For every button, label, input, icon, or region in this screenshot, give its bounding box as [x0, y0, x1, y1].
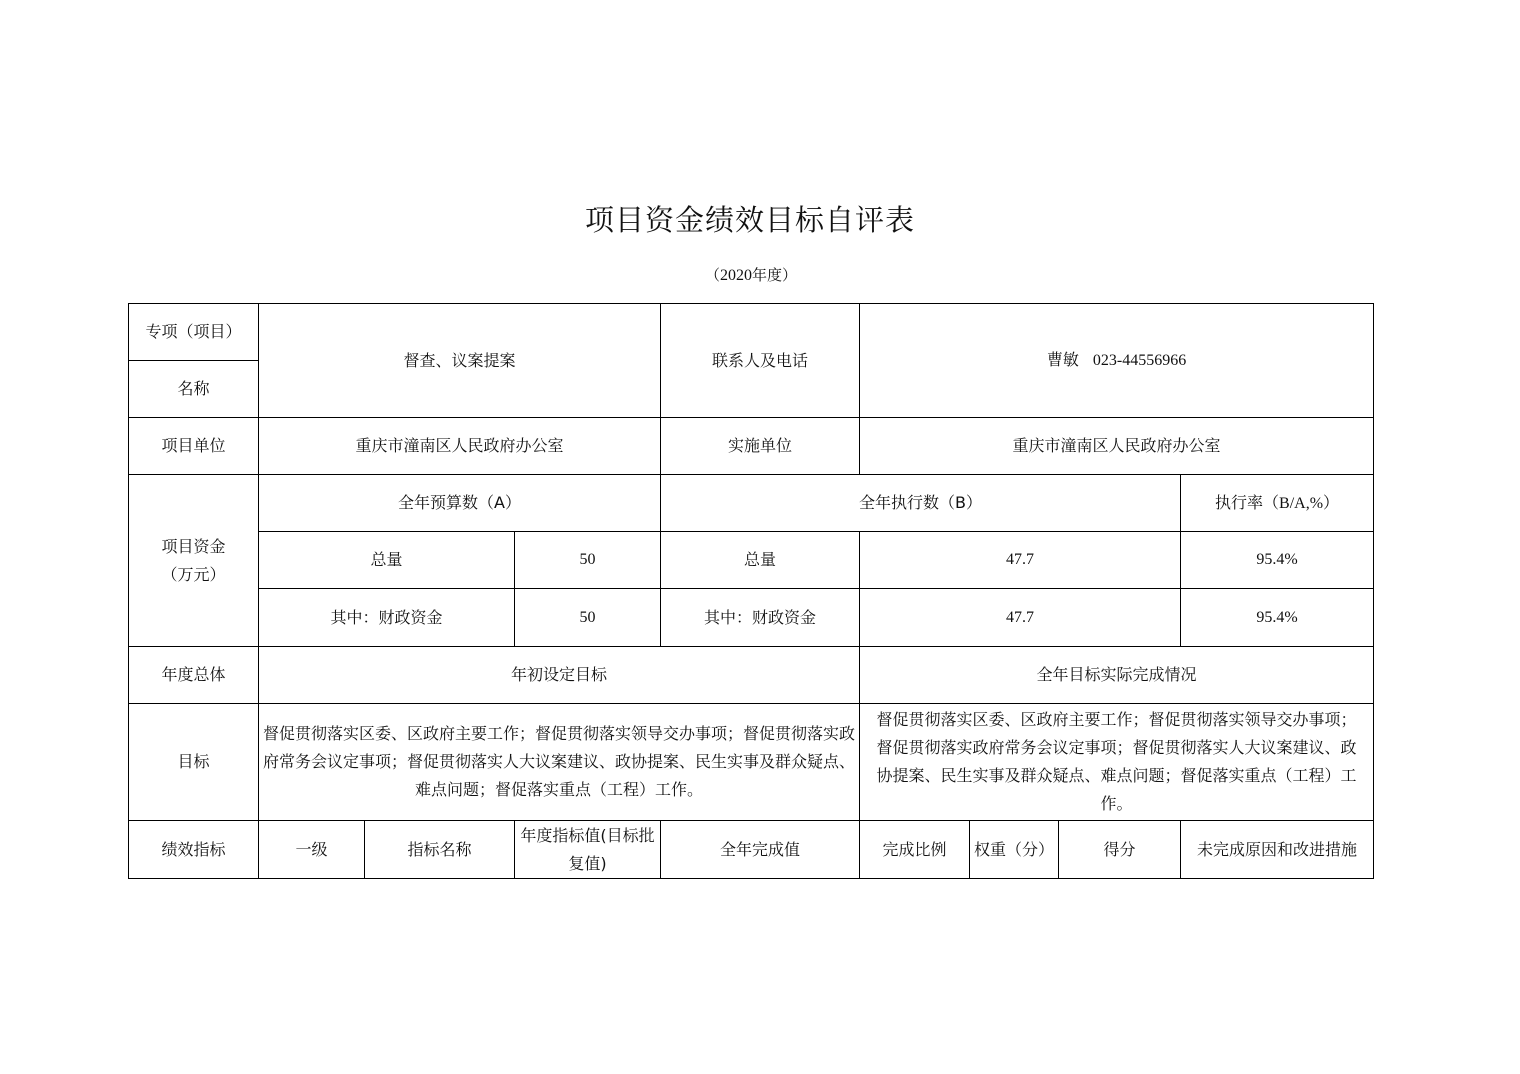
project-name-label-1: 专项（项目） — [129, 304, 259, 361]
fiscal-label: 其中：财政资金 — [259, 589, 515, 647]
weight-header: 权重（分） — [970, 821, 1059, 879]
fiscal-executed: 47.7 — [860, 589, 1181, 647]
rate-header-formula: B/A,% — [1279, 494, 1324, 512]
project-unit-label: 项目单位 — [129, 418, 259, 475]
indicator-name-header: 指标名称 — [365, 821, 515, 879]
year-open: （ — [704, 266, 720, 284]
fiscal-budget: 50 — [515, 589, 661, 647]
executed-header: 全年执行数（B） — [661, 475, 1181, 532]
annual-label: 年度总体 — [129, 647, 259, 704]
project-name-label-2: 名称 — [129, 361, 259, 418]
rate-header-close: ） — [1323, 492, 1340, 512]
impl-unit-label: 实施单位 — [661, 418, 860, 475]
funds-label-1: 项目资金 — [161, 536, 226, 556]
full-year-value-header: 全年完成值 — [661, 821, 860, 879]
project-name-value: 督查、议案提案 — [259, 304, 661, 418]
row-goal — [129, 704, 1374, 821]
total-budget: 50 — [515, 532, 661, 589]
total-executed: 47.7 — [860, 532, 1181, 589]
contact-value — [860, 304, 1374, 418]
row-units — [129, 418, 1374, 475]
fiscal-exec-label: 其中：财政资金 — [661, 589, 860, 647]
fiscal-rate: 95.4% — [1181, 589, 1374, 647]
row-indicator-header — [129, 821, 1374, 879]
annual-value-header: 年度指标值(目标批复值) — [515, 821, 661, 879]
row-annual-header — [129, 647, 1374, 704]
row-funds-fiscal — [129, 589, 1374, 647]
total-rate: 95.4% — [1181, 532, 1374, 589]
score-header: 得分 — [1059, 821, 1181, 879]
goal-label: 目标 — [129, 704, 259, 821]
completion-ratio-header: 完成比例 — [860, 821, 970, 879]
year-close: 年度） — [752, 266, 798, 284]
total-label: 总量 — [259, 532, 515, 589]
impl-unit-value: 重庆市潼南区人民政府办公室 — [860, 418, 1374, 475]
funds-label — [129, 475, 259, 647]
document-title: 项目资金绩效目标自评表 — [584, 203, 915, 237]
rate-header-text: 执行率（ — [1215, 492, 1280, 512]
initial-goal-text: 督促贯彻落实区委、区政府主要工作；督促贯彻落实领导交办事项；督促贯彻落实政府常务会议定事项；督促贯彻落实人大议案建议、政协提案、民生实事及群众疑点、难点问题；督促落实重点（工程）工作。 — [259, 704, 860, 821]
row-project-name-1 — [129, 304, 1374, 361]
actual-completion-header: 全年目标实际完成情况 — [860, 647, 1374, 704]
indicator-label: 绩效指标 — [129, 821, 259, 879]
self-evaluation-table — [128, 303, 1374, 879]
row-funds-header — [129, 475, 1374, 532]
project-unit-value: 重庆市潼南区人民政府办公室 — [259, 418, 661, 475]
reasons-header: 未完成原因和改进措施 — [1181, 821, 1374, 879]
funds-label-2: （万元） — [161, 564, 226, 584]
actual-goal-text: 督促贯彻落实区委、区政府主要工作；督促贯彻落实领导交办事项；督促贯彻落实政府常务会议定事项；督促贯彻落实人大议案建议、政协提案、民生实事及群众疑点、难点问题；督促落实重点（工程）工作。 — [860, 704, 1374, 821]
contact-label: 联系人及电话 — [661, 304, 860, 418]
contact-name: 曹敏 — [1046, 350, 1079, 369]
indicator-level-header: 一级 — [259, 821, 365, 879]
contact-phone: 023-44556966 — [1092, 352, 1187, 369]
total-exec-label: 总量 — [661, 532, 860, 589]
initial-goal-header: 年初设定目标 — [259, 647, 860, 704]
rate-header — [1181, 475, 1374, 532]
budget-header: 全年预算数（A） — [259, 475, 661, 532]
document-year — [0, 262, 1502, 289]
row-funds-total — [129, 532, 1374, 589]
year-value: 2020 — [720, 267, 752, 284]
